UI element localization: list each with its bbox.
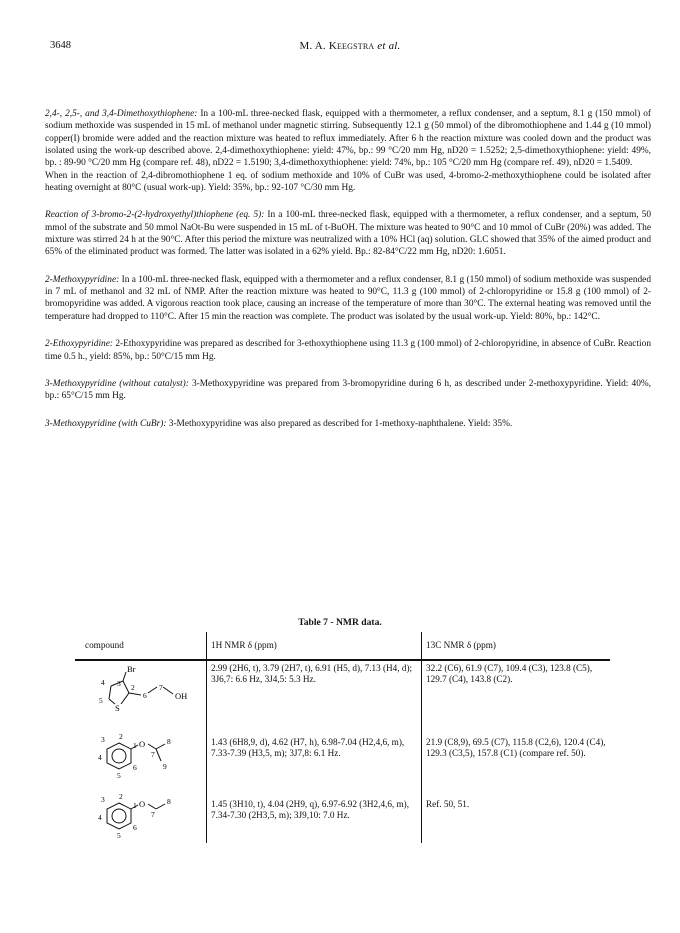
paragraph-3-methoxypyridine-no-catalyst <box>45 378 651 403</box>
label: 2 <box>131 683 135 692</box>
paragraph-text: In a 100-mL three-necked flask, equipped with a thermometer, a reflux condenser, and a septum, 50 mmol of the substrate and 50 mmol NaOt-Bu were suspended in 15 mL of t-BuOH. The mixture was heated to 90°C and 10 mmol of CuBr (20%) was added. The mixture was stirred 24 h at the 90°C. After this period the mixture was neutralized with a 10% HCl (aq) solution. GLC showed that 35% of the aimed product and 65% of the eliminated product was formed. The latter was isolated in a 62% yield. Bp.: 82-84°C/22 mm Hg, nD20: 1.6051. <box>45 210 651 258</box>
paragraph-dimethoxythiophene <box>45 108 651 170</box>
label: O <box>139 739 146 749</box>
h-nmr-cell: 1.43 (6H8,9, d), 4.62 (H7, h), 6.98-7.04 (H2,4,6, m), 7.33-7.39 (H3,5, m); 3J7,8: 6.1 Hz. <box>206 725 421 787</box>
label: 6 <box>133 763 137 772</box>
paragraph-text: 2-Ethoxypyridine was prepared as described for 3-ethoxythiophene using 11.3 g (100 mmol) of 2-chloropyridine, in absence of CuBr. Reaction time 0.5 h., yield: 85%, bp.: 50°C/15 mm Hg. <box>45 339 651 362</box>
page-header <box>50 40 650 56</box>
table-row <box>75 725 610 787</box>
paragraph-title: 3-Methoxypyridine (with CuBr): <box>45 418 167 429</box>
label: 6 <box>143 691 147 700</box>
c-nmr-cell: Ref. 50, 51. <box>421 787 610 843</box>
label: 5 <box>117 831 121 840</box>
label: O <box>139 799 146 809</box>
paragraph-hydroxyethylthiophene <box>45 209 651 258</box>
label: 4 <box>98 753 102 762</box>
paragraph-title: 2-Ethoxypyridine: <box>45 339 113 350</box>
ethoxybenzene-structure <box>93 789 213 843</box>
label: 3 <box>117 679 121 688</box>
label: 2 <box>119 732 123 741</box>
table-row <box>75 787 610 843</box>
label: 8 <box>167 797 171 806</box>
header-1h-nmr: 1H NMR δ (ppm) <box>206 632 421 659</box>
paragraph-text: In a 100-mL three-necked flask, equipped with a thermometer, a reflux condenser, and a septum, 8.1 g (150 mmol) of sodium methoxide was suspended in 15 mL of methanol under magnetic stirring. Subsequently 12.1 g (50 mmol) of the dibromothiophene and 1.44 g (10 mmol) copper(I) bromide were added and the reaction mixture was heated to reflux immediately. After 6 h the reaction mixture was cooled down and the product was isolated using the work-up described above. 2,4-dimethoxythiophene: yield: 47%, bp.: 99 °C/20 mm Hg, nD20 = 1.5252; 2,5-dimethoxythiophene: yield: 49%, bp. : 89-90 °C/20 mm Hg (compare ref. 48), nD22 = 1.5190; 3,4-dimethoxythiophene: yield: 74%, bp.: 105 °C/20 mm Hg (compare ref. 49), nD20 = 1.5409. <box>45 109 652 169</box>
label: 3 <box>101 735 105 744</box>
label: S <box>115 703 120 713</box>
article-body <box>45 108 651 445</box>
label: 7 <box>151 810 155 819</box>
paragraph-text: 3-Methoxypyridine was also prepared as described for 1-methoxy-naphthalene. Yield: 35%. <box>166 418 513 429</box>
table-title: Table 7 - NMR data. <box>298 617 382 628</box>
label: 2 <box>119 792 123 801</box>
label: 8 <box>167 737 171 746</box>
nmr-table <box>75 632 610 843</box>
label: Br <box>127 664 136 674</box>
label: 7 <box>151 750 155 759</box>
label: 6 <box>133 823 137 832</box>
paragraph-text: In a 100-mL three-necked flask, equipped with a thermometer and a reflux condenser, 8.1 g (150 mmol) of sodium methoxide was suspended in 7 mL of methanol and 32 mL of NMP. After the reaction mixture was heated to 90°C, 11.3 g (100 mmol) of 2-chloropyridine or 15.8 g (100 mmol) of 2-bromopyridine was added. A vigorous reaction took place, causing an increase of the temperature of more than 30°C. The external heating was removed until the temperature had dropped to 110°C. After 15 min the reaction was complete. The product was isolated by the usual work-up. Yield: 80%, bp.: 142°C. <box>45 274 651 322</box>
thiophene-structure <box>93 663 213 721</box>
c-nmr-cell: 21.9 (C8,9), 69.5 (C7), 115.8 (C2,6), 120.4 (C4), 129.3 (C3,5), 157.8 (C1) (compare ref. 50). <box>421 725 610 787</box>
paragraph-text: 3-Methoxypyridine was prepared from 3-bromopyridine during 6 h, as described under 2-methoxypyridine. Yield: 40%, bp.: 65°C/15 mm Hg. <box>45 378 651 402</box>
label: 7 <box>159 683 163 692</box>
label: OH <box>175 691 188 701</box>
author-prefix: M. A. <box>299 40 329 52</box>
label: 3 <box>101 795 105 804</box>
label: 5 <box>99 696 103 705</box>
table-header-row <box>75 632 610 661</box>
page-number: 3648 <box>50 40 71 51</box>
paragraph-title: Reaction of 3-bromo-2-(2-hydroxyethyl)thiophene (eq. 5): <box>45 210 265 221</box>
paragraph-3-methoxypyridine-cubr <box>45 418 651 430</box>
paragraph-2-ethoxypyridine <box>45 338 651 363</box>
paragraph-title: 2,4-, 2,5-, and 3,4-Dimethoxythiophene: <box>45 109 198 119</box>
label: 4 <box>98 813 102 822</box>
h-nmr-cell: 1.45 (3H10, t), 4.04 (2H9, q), 6.97-6.92 (3H2,4,6, m), 7.34-7.30 (2H3,5, m); 3J9,10: 7.0 Hz. <box>206 787 421 843</box>
label: 4 <box>101 678 105 687</box>
c-nmr-cell: 32.2 (C6), 61.9 (C7), 109.4 (C3), 123.8 (C5), 129.7 (C4), 143.8 (C2). <box>421 661 610 725</box>
author-surname: Keegstra <box>328 40 375 52</box>
label: 5 <box>117 771 121 780</box>
label: 1 <box>133 801 137 810</box>
isopropoxybenzene-structure <box>93 727 213 785</box>
header-13c-nmr: 13C NMR δ (ppm) <box>421 632 610 659</box>
paragraph-title: 2-Methoxypyridine: <box>45 274 120 285</box>
running-head <box>50 40 650 52</box>
author-suffix: et al. <box>374 40 401 52</box>
h-nmr-cell: 2.99 (2H6, t), 3.79 (2H7, t), 6.91 (H5, d), 7.13 (H4, d); 3J6,7: 6.6 Hz, 3J4,5: 5.3 Hz. <box>206 661 421 725</box>
header-compound: compound <box>85 640 124 650</box>
paragraph-title: 3-Methoxypyridine (without catalyst): <box>45 378 189 389</box>
paragraph-2-methoxypyridine <box>45 274 651 323</box>
label: 1 <box>133 741 137 750</box>
label: 9 <box>163 762 167 771</box>
table-row <box>75 661 610 725</box>
paragraph-bromomethoxythiophene: When in the reaction of 2,4-dibromothiophene 1 eq. of sodium methoxide and 10% of CuBr was used, 4-bromo-2-methoxythiophene could be isolated after heating overnight at 80°C (usual work-up). Yield: 35%, bp.: 92-107 °C/30 mm Hg. <box>45 170 651 194</box>
